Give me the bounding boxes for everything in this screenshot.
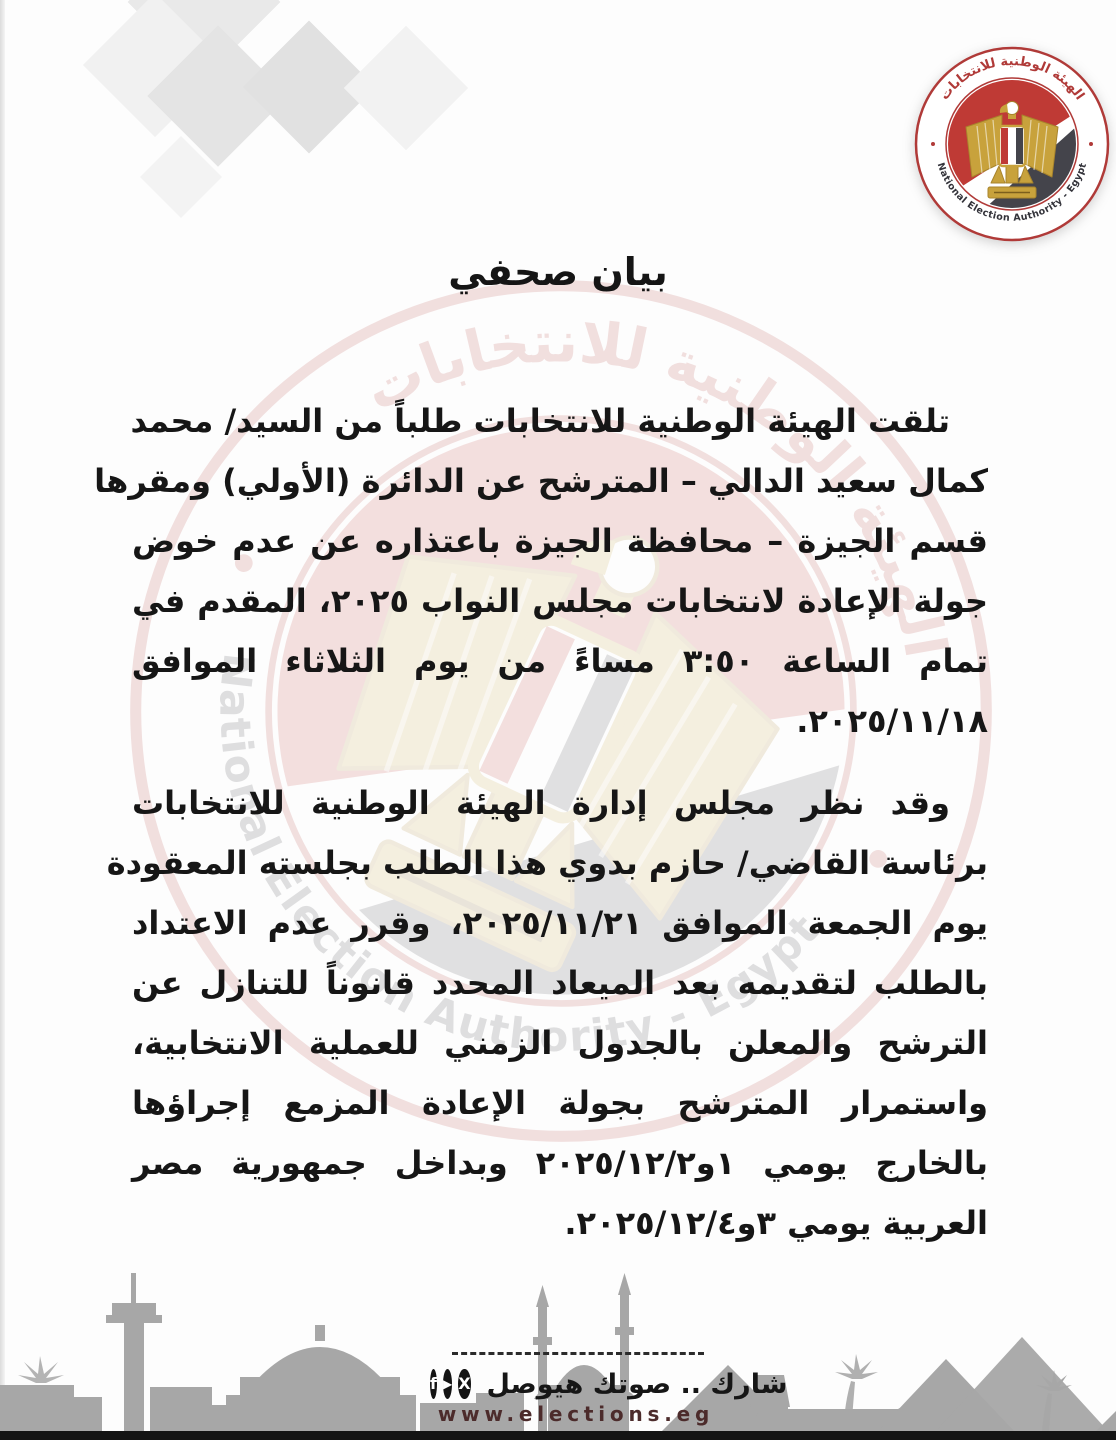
x-twitter-icon: X [458,1369,470,1399]
scan-edge [0,0,5,1440]
body-line: العربية يومي ٣و٢٠٢٥/١٢/٤. [564,1204,988,1242]
decor-diamond [344,26,468,150]
youtube-icon: ▶ [443,1369,452,1399]
page-title: بيان صحفي [448,250,668,294]
national-election-authority-logo [912,44,1112,244]
bottom-black-bar [0,1431,1116,1440]
paragraph [106,773,989,1253]
body-line: برئاسة القاضي/ حازم بدوي هذا الطلب بجلسته المعقودة [106,844,988,882]
body-line: قسم الجيزة – محافظة الجيزة باعتذاره عن عدم خوض [132,522,988,560]
body-line: واستمرار المترشح بجولة الإعادة المزمع إجراؤها [132,1084,988,1122]
body-line: بالخارج يومي ١و٢٠٢٥/١٢/٢ وبداخل جمهورية مصر [132,1144,989,1182]
facebook-icon: f [430,1369,437,1399]
body-line: جولة الإعادة لانتخابات مجلس النواب ٢٠٢٥، المقدم في [132,582,989,620]
body-line: وقد نظر مجلس إدارة الهيئة الوطنية للانتخابات [132,784,950,822]
body-line: الترشح والمعلن بالجدول الزمني للعملية الانتخابية، [132,1024,988,1062]
body-line: تمام الساعة ٣:٥٠ مساءً من يوم الثلاثاء الموافق [132,642,989,680]
body-line: يوم الجمعة الموافق ٢٠٢٥/١١/٢١، وقرر عدم الاعتداد [132,904,989,942]
body-line: تلقت الهيئة الوطنية للانتخابات طلباً من السيد/ محمد [130,402,950,440]
participation-slogan: شارك .. صوتك هيوصل [486,1368,788,1400]
body-line: كمال سعيد الدالي – المترشح عن الدائرة (الأولي) ومقرها [94,462,988,500]
footer-social-row [430,1362,788,1406]
press-release-body [94,391,989,1253]
footer-dashed-separator [452,1352,704,1355]
body-line: بالطلب لتقديمه بعد الميعاد المحدد قانوناً للتنازل عن [132,964,988,1002]
paragraph [94,391,989,751]
website-url: www.elections.eg [437,1402,715,1426]
body-line: ٢٠٢٥/١١/١٨. [796,702,988,740]
